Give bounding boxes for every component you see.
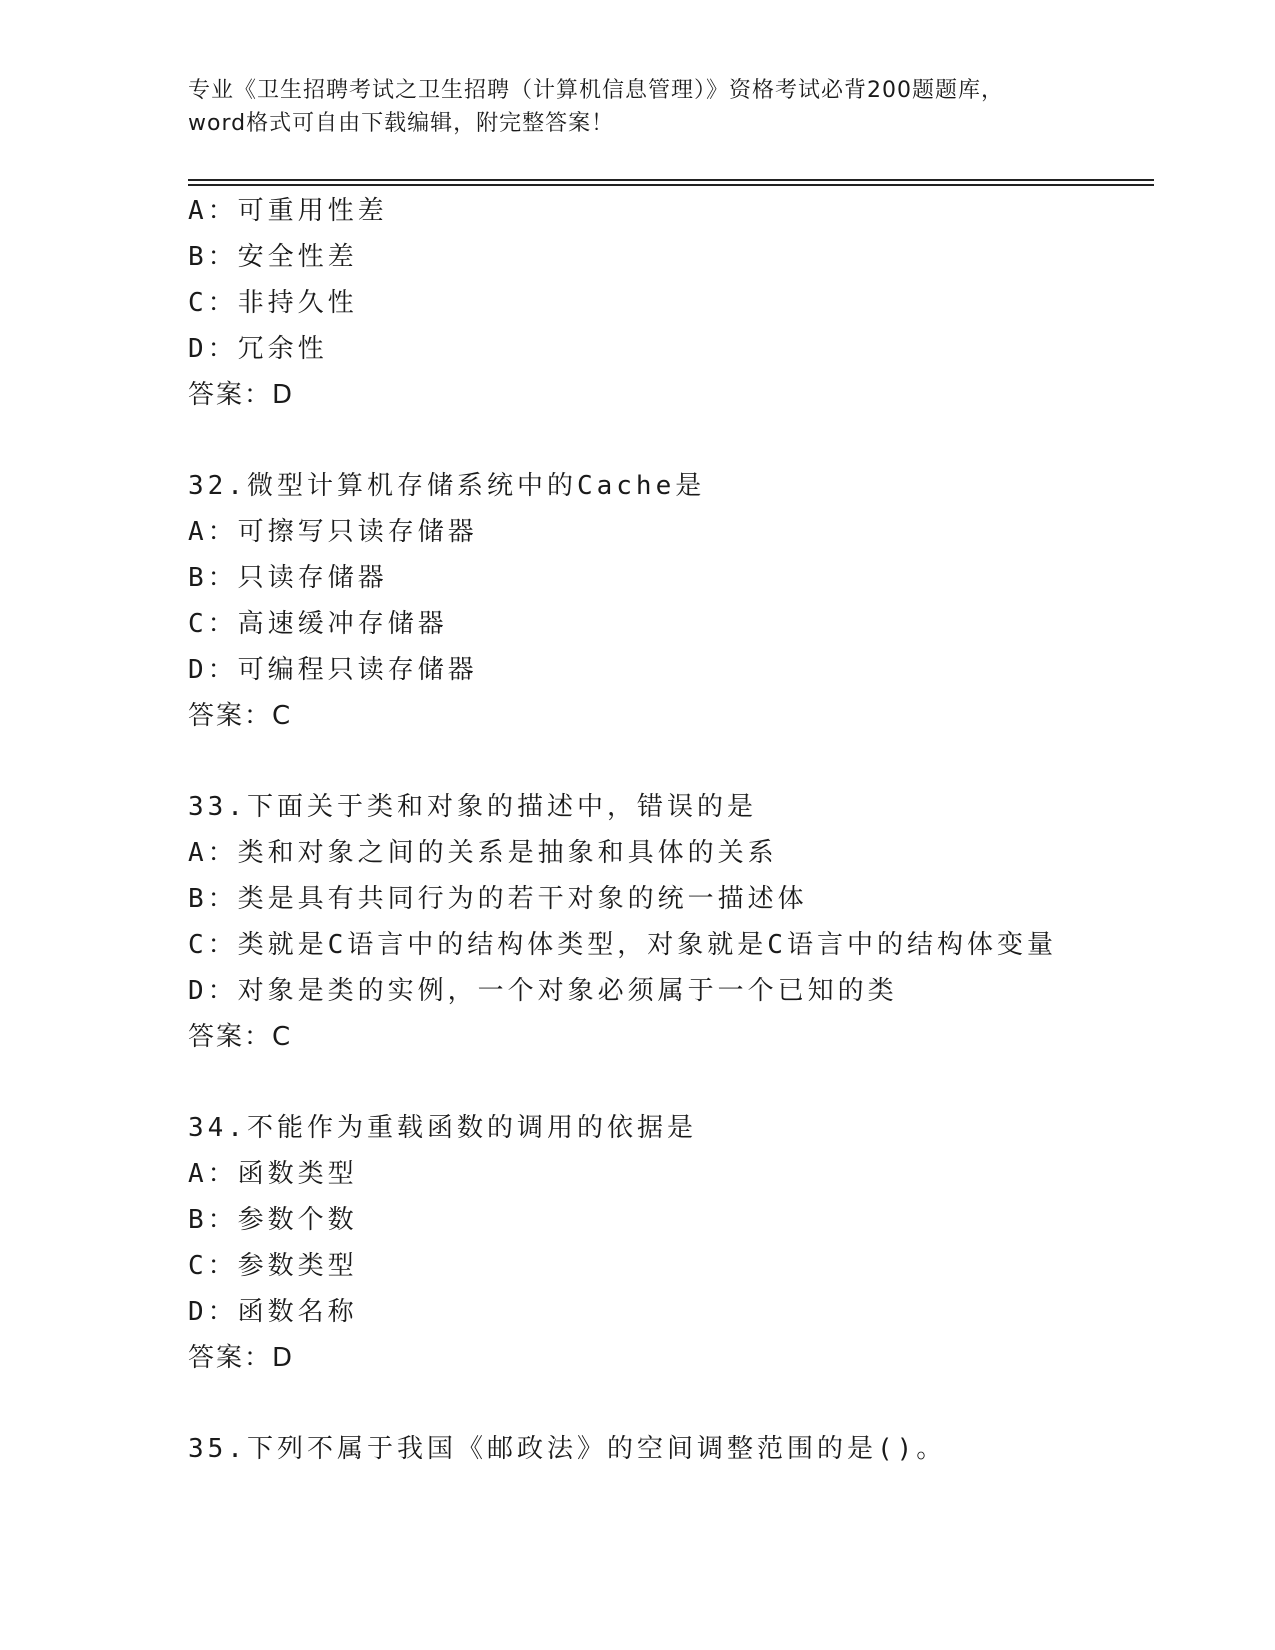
option-d: D：可编程只读存储器 [188, 655, 478, 685]
question-stem: 35.下列不属于我国《邮政法》的空间调整范围的是()。 [188, 1434, 947, 1464]
option-c: C：高速缓冲存储器 [188, 609, 448, 639]
option-c: C：参数类型 [188, 1251, 358, 1281]
question-stem: 32.微型计算机存储系统中的Cache是 [188, 471, 706, 501]
option-a: A：可重用性差 [188, 196, 388, 226]
question-block [188, 1426, 1148, 1472]
option-b: B：参数个数 [188, 1205, 358, 1235]
question-block [188, 1105, 1148, 1381]
option-c: C：类就是C语言中的结构体类型，对象就是C语言中的结构体变量 [188, 930, 1057, 960]
answer-line: 答案：C [188, 701, 293, 731]
question-stem: 34.不能作为重载函数的调用的依据是 [188, 1113, 697, 1143]
option-a: A：函数类型 [188, 1159, 358, 1189]
option-d: D：冗余性 [188, 334, 328, 364]
header-divider-top [188, 179, 1154, 181]
option-a: A：类和对象之间的关系是抽象和具体的关系 [188, 838, 778, 868]
answer-line: 答案：D [188, 380, 295, 410]
question-block [188, 463, 1148, 739]
option-d: D：函数名称 [188, 1297, 358, 1327]
header-title-line-1: 专业《卫生招聘考试之卫生招聘（计算机信息管理）》资格考试必背200题题库， [188, 78, 1004, 103]
answer-line: 答案：C [188, 1022, 293, 1052]
header-divider-bottom [188, 184, 1154, 186]
option-c: C：非持久性 [188, 288, 358, 318]
header-title-line-2: word格式可自由下载编辑，附完整答案！ [188, 111, 615, 136]
document-header [188, 74, 1088, 140]
option-a: A：可擦写只读存储器 [188, 517, 478, 547]
question-block [188, 784, 1148, 1060]
option-d: D：对象是类的实例，一个对象必须属于一个已知的类 [188, 976, 898, 1006]
answer-line: 答案：D [188, 1343, 295, 1373]
option-b: B：类是具有共同行为的若干对象的统一描述体 [188, 884, 808, 914]
question-block [188, 188, 1148, 418]
option-b: B：安全性差 [188, 242, 358, 272]
option-b: B：只读存储器 [188, 563, 388, 593]
question-stem: 33.下面关于类和对象的描述中，错误的是 [188, 792, 757, 822]
question-list [188, 188, 1148, 1517]
